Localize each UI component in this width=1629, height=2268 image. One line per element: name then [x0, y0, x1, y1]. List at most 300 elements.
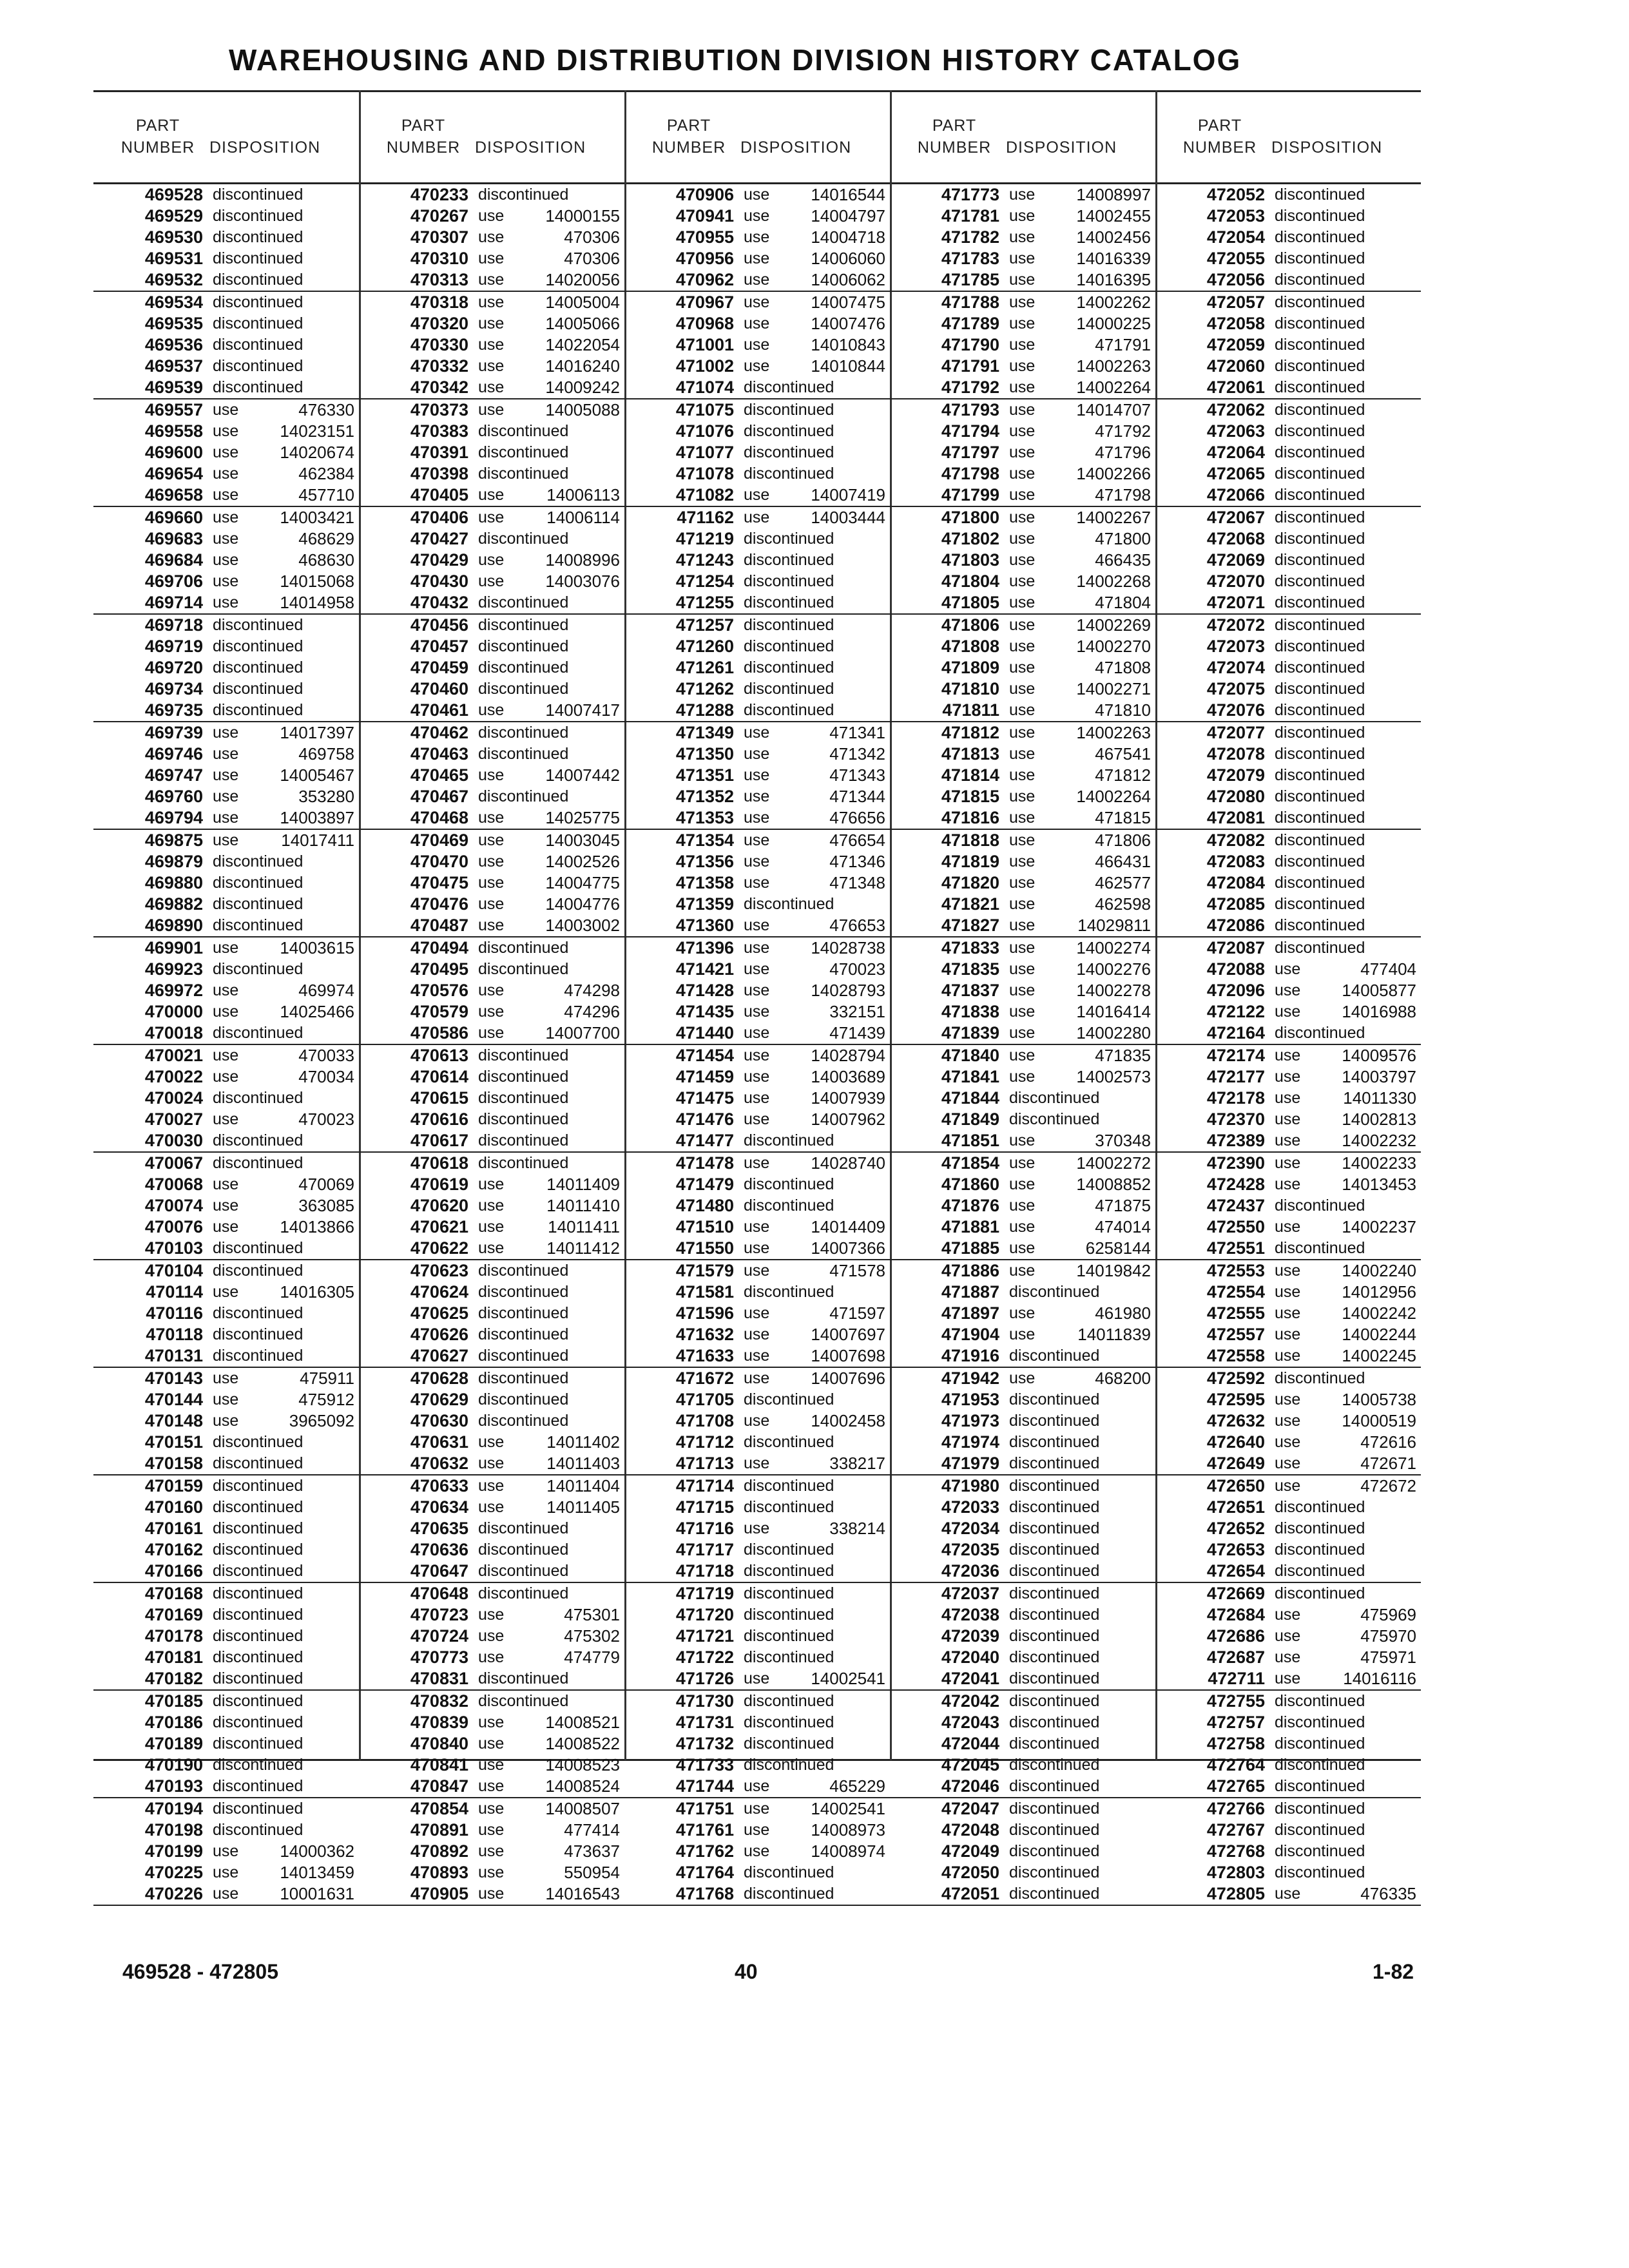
- use-word: use: [213, 530, 239, 548]
- replacement-part-number: 14000362: [280, 1841, 354, 1861]
- table-row: [93, 269, 359, 291]
- disposition: discontinued: [1275, 593, 1365, 611]
- row-group: [1155, 1368, 1421, 1475]
- part-number: 470635: [410, 1519, 468, 1538]
- part-number: 472551: [1206, 1238, 1265, 1258]
- table-row: [93, 1820, 359, 1841]
- disposition: discontinued: [213, 1735, 304, 1753]
- table-row: [624, 678, 890, 700]
- table-row: [359, 1066, 624, 1088]
- header-part-label: PART: [1197, 117, 1242, 135]
- replacement-part-number: 14002263: [1076, 723, 1151, 742]
- part-number: 471761: [675, 1820, 734, 1840]
- replacement-part-number: 14028794: [811, 1046, 885, 1065]
- header-number-label: NUMBER: [651, 139, 726, 157]
- disposition: discontinued: [744, 1885, 834, 1903]
- table-row: [624, 463, 890, 485]
- table-row: [1155, 248, 1421, 269]
- replacement-part-number: 14006062: [811, 270, 885, 289]
- use-word: use: [1009, 916, 1036, 934]
- table-row: [93, 1626, 359, 1647]
- disposition: discontinued: [478, 1068, 569, 1086]
- table-row: [624, 248, 890, 269]
- row-group: [93, 1583, 359, 1691]
- table-row: [93, 959, 359, 980]
- part-number: 472076: [1206, 700, 1265, 720]
- part-number: 470143: [144, 1369, 203, 1388]
- use-word: use: [1009, 701, 1036, 719]
- replacement-part-number: 14022054: [545, 335, 620, 354]
- part-number: 470074: [144, 1196, 203, 1215]
- replacement-part-number: 14008996: [545, 550, 620, 570]
- part-number: 471633: [675, 1346, 734, 1365]
- part-number: 470586: [410, 1023, 468, 1043]
- table-row: [624, 657, 890, 678]
- disposition: discontinued: [213, 249, 304, 267]
- disposition: discontinued: [213, 1777, 304, 1795]
- part-number: 472057: [1206, 293, 1265, 312]
- row-group: [1155, 830, 1421, 937]
- table-row: [1155, 507, 1421, 528]
- table-row: [890, 399, 1155, 421]
- replacement-part-number: 471875: [1095, 1196, 1151, 1215]
- table-row: [359, 765, 624, 786]
- replacement-part-number: 471806: [1095, 831, 1151, 850]
- disposition: discontinued: [744, 422, 834, 440]
- replacement-part-number: 476653: [829, 916, 885, 935]
- replacement-part-number: 14002456: [1076, 227, 1151, 247]
- disposition: discontinued: [744, 1606, 834, 1624]
- part-number: 470068: [144, 1175, 203, 1194]
- replacement-part-number: 14007475: [811, 293, 885, 312]
- table-row: [1155, 1066, 1421, 1088]
- use-word: use: [213, 465, 239, 483]
- table-row: [93, 1282, 359, 1303]
- table-row: [359, 1001, 624, 1023]
- replacement-part-number: 14011404: [546, 1476, 620, 1495]
- part-number: 471479: [675, 1175, 734, 1194]
- table-row: [890, 786, 1155, 807]
- disposition: discontinued: [1275, 724, 1365, 742]
- table-row: [624, 872, 890, 894]
- use-word: use: [213, 1068, 239, 1086]
- table-row: [890, 1432, 1155, 1453]
- use-word: use: [1009, 1131, 1036, 1149]
- table-row: [93, 571, 359, 592]
- disposition: discontinued: [213, 1347, 304, 1365]
- use-word: use: [213, 551, 239, 569]
- use-word: use: [744, 1842, 770, 1860]
- table-row: [1155, 872, 1421, 894]
- use-word: use: [744, 1218, 770, 1236]
- use-word: use: [1009, 1003, 1036, 1021]
- part-number: 471804: [941, 572, 999, 591]
- replacement-part-number: 14010843: [811, 335, 885, 354]
- replacement-part-number: 471815: [1095, 808, 1151, 827]
- replacement-part-number: 470023: [829, 959, 885, 979]
- disposition: discontinued: [1275, 271, 1365, 289]
- header-disposition-label: DISPOSITION: [475, 139, 586, 157]
- table-row: [93, 528, 359, 550]
- disposition: discontinued: [1275, 1562, 1365, 1580]
- part-number: 471476: [675, 1110, 734, 1129]
- part-number: 472390: [1206, 1153, 1265, 1173]
- table-row: [890, 1410, 1155, 1432]
- use-word: use: [478, 1821, 505, 1839]
- table-row: [93, 1733, 359, 1754]
- part-number: 470941: [675, 206, 734, 226]
- use-word: use: [744, 809, 770, 827]
- row-group: [359, 399, 624, 507]
- part-number: 470030: [144, 1131, 203, 1150]
- use-word: use: [744, 852, 770, 870]
- table-row: [93, 292, 359, 313]
- table-row: [624, 1668, 890, 1689]
- part-number: 470144: [144, 1390, 203, 1409]
- part-number: 471255: [675, 593, 734, 612]
- replacement-part-number: 14007476: [811, 314, 885, 333]
- table-row: [93, 765, 359, 786]
- part-number: 470831: [410, 1669, 468, 1688]
- table-row: [93, 1561, 359, 1582]
- part-number: 470633: [410, 1476, 468, 1495]
- replacement-part-number: 475970: [1360, 1626, 1416, 1646]
- part-number: 471768: [675, 1884, 734, 1903]
- disposition: discontinued: [1275, 809, 1365, 827]
- row-group: [624, 722, 890, 830]
- row-group: [890, 1368, 1155, 1475]
- disposition: discontinued: [1275, 680, 1365, 698]
- table-row: [890, 442, 1155, 463]
- part-number: 472045: [941, 1755, 999, 1774]
- table-row: [93, 1518, 359, 1539]
- table-row: [890, 206, 1155, 227]
- table-row: [1155, 1153, 1421, 1174]
- part-number: 471720: [675, 1605, 734, 1624]
- replacement-part-number: 471597: [829, 1303, 885, 1323]
- part-number: 470116: [146, 1303, 203, 1323]
- disposition: discontinued: [1275, 314, 1365, 332]
- table-row: [1155, 1410, 1421, 1432]
- part-number: 472122: [1206, 1002, 1265, 1021]
- replacement-part-number: 14016544: [811, 185, 885, 204]
- row-group: [890, 1798, 1155, 1906]
- table-row: [890, 851, 1155, 872]
- table-row: [359, 1883, 624, 1905]
- row-group: [359, 1153, 624, 1260]
- disposition: discontinued: [213, 1713, 304, 1731]
- use-word: use: [1275, 1003, 1301, 1021]
- row-group: [890, 1475, 1155, 1583]
- disposition: discontinued: [213, 1692, 304, 1710]
- part-number: 470406: [410, 508, 468, 527]
- replacement-part-number: 14002264: [1076, 787, 1151, 806]
- table-row: [359, 571, 624, 592]
- header-number-label: NUMBER: [917, 139, 992, 157]
- table-row: [359, 550, 624, 571]
- replacement-part-number: 14011409: [546, 1175, 620, 1194]
- part-number: 472056: [1206, 270, 1265, 289]
- table-row: [93, 1712, 359, 1733]
- table-row: [93, 1841, 359, 1862]
- part-number: 472669: [1206, 1584, 1265, 1603]
- table-row: [624, 1561, 890, 1582]
- replacement-part-number: 14017411: [281, 831, 354, 850]
- table-row: [624, 1389, 890, 1410]
- replacement-part-number: 14002813: [1342, 1110, 1416, 1129]
- row-group: [890, 184, 1155, 292]
- replacement-part-number: 14004776: [545, 894, 620, 914]
- row-group: [359, 184, 624, 292]
- part-number: 472080: [1206, 787, 1265, 806]
- disposition: discontinued: [213, 1498, 304, 1516]
- table-row: [890, 1647, 1155, 1668]
- part-number: 470968: [675, 314, 734, 333]
- table-row: [93, 678, 359, 700]
- replacement-part-number: 14013866: [280, 1217, 354, 1236]
- table-row: [624, 1776, 890, 1797]
- replacement-part-number: 462384: [298, 464, 354, 483]
- use-word: use: [744, 939, 770, 957]
- disposition: discontinued: [1275, 336, 1365, 354]
- table-row: [1155, 227, 1421, 248]
- use-word: use: [1009, 401, 1036, 419]
- use-word: use: [1009, 551, 1036, 569]
- use-word: use: [1009, 939, 1036, 957]
- replacement-part-number: 475912: [298, 1390, 354, 1409]
- part-number: 469654: [144, 464, 203, 483]
- disposition: discontinued: [1275, 486, 1365, 504]
- table-row: [624, 550, 890, 571]
- disposition: discontinued: [213, 1239, 304, 1257]
- table-row: [93, 1754, 359, 1776]
- replacement-part-number: 14011412: [546, 1238, 620, 1258]
- table-row: [93, 1174, 359, 1195]
- table-row: [890, 463, 1155, 485]
- part-number: 472051: [941, 1884, 999, 1903]
- part-number: 472370: [1206, 1110, 1265, 1129]
- part-number: 472034: [941, 1519, 999, 1538]
- replacement-part-number: 470069: [298, 1175, 354, 1194]
- part-number: 471860: [941, 1175, 999, 1194]
- part-number: 471785: [941, 270, 999, 289]
- part-number: 469539: [144, 378, 203, 397]
- replacement-part-number: 475302: [564, 1626, 620, 1646]
- table-row: [1155, 1432, 1421, 1453]
- part-number: 472069: [1206, 550, 1265, 570]
- part-number: 472764: [1206, 1755, 1265, 1774]
- replacement-part-number: 477404: [1360, 959, 1416, 979]
- part-number: 469706: [144, 572, 203, 591]
- table-row: [890, 872, 1155, 894]
- part-number: 472758: [1206, 1734, 1265, 1753]
- part-number: 471782: [941, 227, 999, 247]
- use-word: use: [744, 831, 770, 849]
- table-row: [624, 1109, 890, 1130]
- table-row: [890, 1583, 1155, 1604]
- table-row: [93, 485, 359, 506]
- disposition: discontinued: [744, 551, 834, 569]
- replacement-part-number: 471808: [1095, 658, 1151, 677]
- part-number: 471815: [941, 787, 999, 806]
- part-number: 472033: [941, 1497, 999, 1517]
- disposition: discontinued: [744, 530, 834, 548]
- part-number: 471396: [675, 938, 734, 957]
- use-word: use: [744, 1304, 770, 1322]
- table-row: [1155, 636, 1421, 657]
- table-row: [1155, 678, 1421, 700]
- table-row: [93, 1345, 359, 1367]
- table-row: [624, 1754, 890, 1776]
- table-row: [359, 1668, 624, 1689]
- use-word: use: [478, 1239, 505, 1257]
- disposition: discontinued: [478, 1390, 569, 1408]
- part-number: 472649: [1206, 1454, 1265, 1473]
- replacement-part-number: 14011839: [1077, 1325, 1151, 1344]
- use-word: use: [1009, 745, 1036, 763]
- replacement-part-number: 14000225: [1076, 314, 1151, 333]
- table-row: [1155, 1368, 1421, 1389]
- part-number: 472075: [1206, 679, 1265, 698]
- part-number: 472060: [1206, 356, 1265, 376]
- part-number: 471791: [941, 356, 999, 376]
- row-group: [624, 507, 890, 615]
- table-row: [624, 1174, 890, 1195]
- replacement-part-number: 14008974: [811, 1841, 885, 1861]
- row-group: [624, 1045, 890, 1153]
- disposition: discontinued: [744, 1627, 834, 1645]
- part-number: 471788: [941, 293, 999, 312]
- part-number: 471790: [941, 335, 999, 354]
- table-row: [93, 615, 359, 636]
- replacement-part-number: 14002233: [1342, 1153, 1416, 1173]
- disposition: discontinued: [1275, 745, 1365, 763]
- table-row: [359, 1561, 624, 1582]
- part-number: 469901: [144, 938, 203, 957]
- part-number: 470463: [410, 744, 468, 764]
- part-number: 470632: [410, 1454, 468, 1473]
- replacement-part-number: 461980: [1095, 1303, 1151, 1323]
- part-number: 472428: [1206, 1175, 1265, 1194]
- disposition: discontinued: [1009, 1390, 1100, 1408]
- disposition: discontinued: [478, 745, 569, 763]
- part-number: 470629: [410, 1390, 468, 1409]
- use-word: use: [1009, 271, 1036, 289]
- table-row: [624, 1841, 890, 1862]
- part-number: 471716: [675, 1519, 734, 1538]
- part-number: 472558: [1206, 1346, 1265, 1365]
- table-row: [359, 528, 624, 550]
- table-row: [890, 744, 1155, 765]
- use-word: use: [744, 271, 770, 289]
- use-word: use: [1275, 1648, 1301, 1666]
- table-row: [359, 1475, 624, 1497]
- part-number: 469537: [144, 356, 203, 376]
- table-row: [624, 571, 890, 592]
- disposition: discontinued: [1275, 1498, 1365, 1516]
- disposition: discontinued: [213, 293, 304, 311]
- part-number: 470905: [410, 1884, 468, 1903]
- disposition: discontinued: [1275, 357, 1365, 375]
- table-row: [359, 1733, 624, 1754]
- replacement-part-number: 470306: [564, 227, 620, 247]
- disposition: discontinued: [1275, 895, 1365, 913]
- part-number: 472036: [941, 1561, 999, 1581]
- replacement-part-number: 14007417: [545, 700, 620, 720]
- use-word: use: [478, 508, 505, 526]
- part-number: 471261: [675, 658, 734, 677]
- column-rows: [359, 184, 624, 1906]
- disposition: discontinued: [478, 1110, 569, 1128]
- disposition: discontinued: [213, 701, 304, 719]
- use-word: use: [478, 228, 505, 246]
- disposition: discontinued: [478, 422, 569, 440]
- part-number: 470495: [410, 959, 468, 979]
- replacement-part-number: 14005004: [545, 293, 620, 312]
- part-number: 472046: [941, 1776, 999, 1796]
- use-word: use: [1275, 1304, 1301, 1322]
- part-number: 471876: [941, 1196, 999, 1215]
- table-row: [624, 1626, 890, 1647]
- disposition: discontinued: [478, 186, 569, 204]
- part-number: 471712: [675, 1432, 734, 1452]
- part-number: 472053: [1206, 206, 1265, 226]
- table-row: [359, 1518, 624, 1539]
- replacement-part-number: 14008997: [1076, 185, 1151, 204]
- use-word: use: [478, 1454, 505, 1472]
- replacement-part-number: 14016988: [1342, 1002, 1416, 1021]
- part-number: 472058: [1206, 314, 1265, 333]
- disposition: discontinued: [1275, 1584, 1365, 1602]
- disposition: discontinued: [1275, 530, 1365, 548]
- part-number: 472039: [941, 1626, 999, 1646]
- table-row: [890, 377, 1155, 398]
- part-number: 470162: [144, 1540, 203, 1559]
- replacement-part-number: 14007366: [811, 1238, 885, 1258]
- table-row: [93, 1368, 359, 1389]
- replacement-part-number: 14003797: [1342, 1067, 1416, 1086]
- use-word: use: [478, 486, 505, 504]
- use-word: use: [213, 1003, 239, 1021]
- table-row: [93, 507, 359, 528]
- part-number: 470465: [410, 765, 468, 785]
- disposition: discontinued: [744, 616, 834, 634]
- part-number: 471480: [675, 1196, 734, 1215]
- use-word: use: [1275, 1627, 1301, 1645]
- table-row: [890, 1238, 1155, 1259]
- table-row: [890, 485, 1155, 506]
- row-group: [93, 399, 359, 507]
- part-number: 469714: [144, 593, 203, 612]
- table-row: [359, 980, 624, 1001]
- use-word: use: [478, 1648, 505, 1666]
- table-row: [93, 744, 359, 765]
- part-number: 471359: [675, 894, 734, 914]
- replacement-part-number: 471343: [829, 765, 885, 785]
- part-number: 470617: [410, 1131, 468, 1150]
- part-number: 470226: [144, 1884, 203, 1903]
- part-number: 470310: [410, 249, 468, 268]
- table-row: [890, 1066, 1155, 1088]
- part-number: 470956: [675, 249, 734, 268]
- table-row: [359, 1260, 624, 1282]
- part-number: 471811: [942, 700, 999, 720]
- use-word: use: [478, 1627, 505, 1645]
- use-word: use: [744, 336, 770, 354]
- part-number: 471550: [675, 1238, 734, 1258]
- part-number: 471078: [675, 464, 734, 483]
- part-number: 471510: [675, 1217, 734, 1236]
